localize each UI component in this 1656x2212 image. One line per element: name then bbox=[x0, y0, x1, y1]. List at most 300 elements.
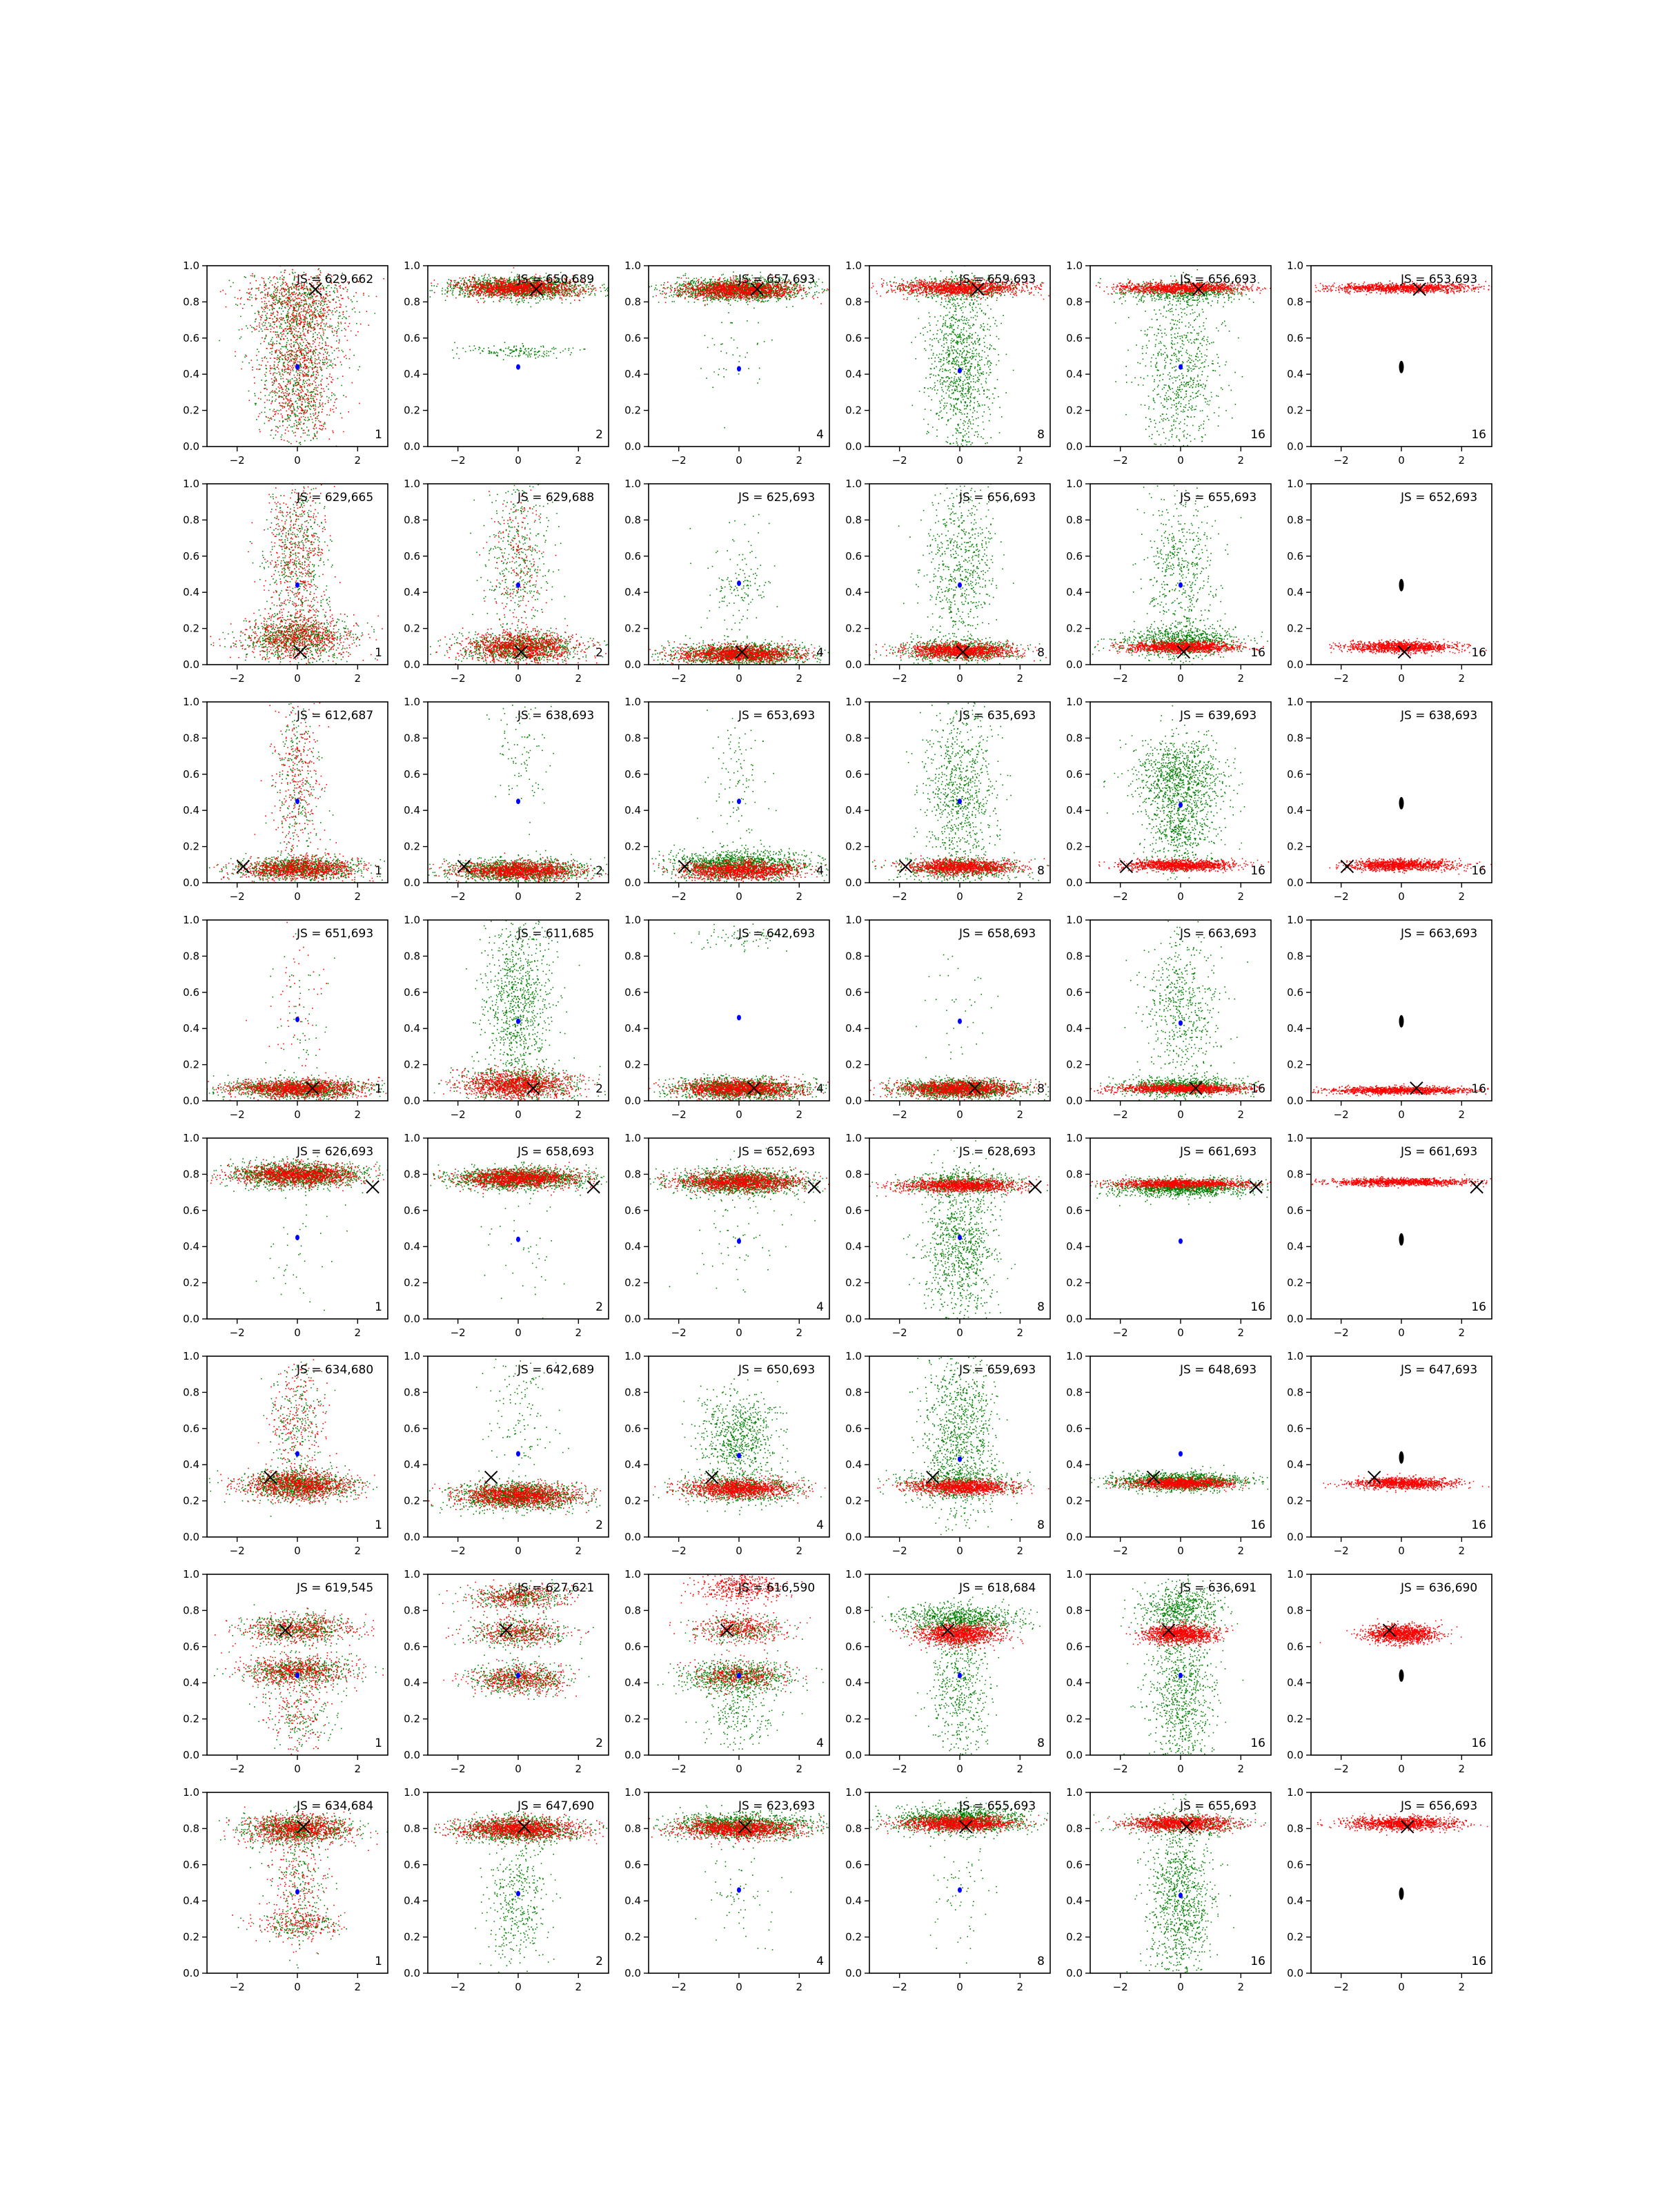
y-tick-label: 0.4 bbox=[845, 804, 862, 817]
green-samples bbox=[1121, 1575, 1252, 1818]
js-annotation: JS = 656,693 bbox=[1401, 1799, 1478, 1813]
y-tick-label: 1.0 bbox=[1287, 1132, 1303, 1144]
y-tick-label: 0.6 bbox=[845, 986, 862, 999]
x-tick-label: 2 bbox=[1016, 890, 1024, 903]
panel-label: 1 bbox=[375, 864, 382, 878]
x-tick-label: 2 bbox=[1016, 1108, 1024, 1121]
y-tick-label: 0.6 bbox=[1066, 1858, 1083, 1871]
center-point bbox=[958, 1456, 962, 1462]
panel-label: 8 bbox=[1037, 428, 1045, 442]
y-tick-label: 0.6 bbox=[404, 549, 420, 562]
green-samples bbox=[429, 1317, 600, 1519]
subplot-7-5 bbox=[1287, 1786, 1492, 1993]
scatter-points bbox=[1072, 1465, 1283, 1496]
y-tick-label: 0.4 bbox=[1066, 1676, 1083, 1690]
y-tick-label: 1.0 bbox=[183, 260, 199, 272]
center-point bbox=[1179, 583, 1183, 588]
target-x-marker bbox=[294, 646, 306, 658]
y-tick-label: 0.2 bbox=[624, 1930, 641, 1944]
x-tick-label: −2 bbox=[1333, 1981, 1349, 1993]
y-tick-label: 0.6 bbox=[1066, 986, 1083, 999]
y-tick-label: 1.0 bbox=[845, 478, 862, 490]
subplot-6-5 bbox=[1287, 1568, 1492, 1775]
green-samples bbox=[658, 1612, 824, 1761]
center-point bbox=[516, 1451, 520, 1456]
y-tick-label: 0.8 bbox=[624, 295, 641, 309]
scatter-points bbox=[439, 1579, 620, 1700]
y-tick-label: 0.8 bbox=[845, 732, 862, 745]
scatter-points bbox=[642, 709, 862, 890]
y-tick-label: 0.8 bbox=[1066, 513, 1083, 527]
x-tick-label: 2 bbox=[796, 1327, 803, 1339]
y-tick-label: 1.0 bbox=[845, 260, 862, 272]
scatter-points bbox=[424, 1317, 613, 1519]
x-tick-label: −2 bbox=[1112, 1327, 1128, 1339]
y-tick-label: 0.8 bbox=[183, 513, 199, 527]
green-samples bbox=[439, 1579, 594, 1700]
x-tick-label: −2 bbox=[1112, 1981, 1128, 1993]
subplot-4-2 bbox=[624, 1132, 856, 1339]
y-tick-label: 0.8 bbox=[624, 732, 641, 745]
y-tick-label: 0.6 bbox=[1287, 1858, 1303, 1871]
x-tick-label: −2 bbox=[891, 1545, 907, 1557]
y-tick-label: 1.0 bbox=[404, 1350, 420, 1362]
y-tick-label: 1.0 bbox=[183, 1350, 199, 1362]
y-tick-label: 0.0 bbox=[183, 440, 199, 453]
axes-frame bbox=[1311, 1574, 1492, 1755]
x-tick-label: 2 bbox=[354, 1981, 362, 1993]
y-tick-label: 0.6 bbox=[183, 1640, 199, 1653]
js-annotation: JS = 659,693 bbox=[959, 1363, 1036, 1377]
y-tick-label: 0.0 bbox=[404, 1313, 420, 1325]
y-tick-label: 0.4 bbox=[1066, 804, 1083, 817]
panel-label: 16 bbox=[1471, 1082, 1486, 1096]
target-x-marker bbox=[808, 1181, 820, 1193]
center-point bbox=[958, 368, 962, 373]
y-tick-label: 0.6 bbox=[404, 1640, 420, 1653]
scatter-points bbox=[1265, 1084, 1528, 1097]
y-tick-label: 1.0 bbox=[845, 1350, 862, 1362]
y-tick-label: 0.0 bbox=[1287, 1967, 1303, 1979]
x-tick-label: 0 bbox=[736, 1327, 742, 1339]
axes-frame bbox=[869, 484, 1050, 665]
y-tick-label: 0.4 bbox=[845, 1240, 862, 1253]
x-tick-label: 2 bbox=[1237, 1763, 1245, 1775]
x-tick-label: 2 bbox=[1458, 890, 1466, 903]
panel-label: 2 bbox=[595, 1518, 603, 1532]
scatter-points bbox=[878, 1254, 1052, 1585]
scatter-points bbox=[860, 629, 1067, 938]
x-tick-label: 0 bbox=[294, 1327, 301, 1339]
red-samples bbox=[653, 855, 831, 884]
axes-frame bbox=[869, 1356, 1050, 1537]
y-tick-label: 0.6 bbox=[1066, 1640, 1083, 1653]
js-annotation: JS = 638,693 bbox=[1401, 709, 1478, 723]
center-point bbox=[516, 1019, 520, 1024]
y-tick-label: 1.0 bbox=[845, 1568, 862, 1580]
axes-frame bbox=[1090, 920, 1271, 1101]
y-tick-label: 1.0 bbox=[845, 914, 862, 926]
y-tick-label: 1.0 bbox=[404, 478, 420, 490]
y-tick-label: 0.2 bbox=[1066, 404, 1083, 417]
green-samples bbox=[867, 1792, 1063, 1964]
target-x-marker bbox=[1470, 1181, 1483, 1193]
center-point bbox=[958, 583, 962, 588]
panel-label: 8 bbox=[1037, 1736, 1045, 1750]
y-tick-label: 0.8 bbox=[845, 1604, 862, 1617]
green-samples bbox=[835, 433, 1041, 708]
x-tick-label: 2 bbox=[354, 1327, 362, 1339]
js-annotation: JS = 653,693 bbox=[1401, 273, 1478, 286]
scatter-points bbox=[204, 616, 417, 904]
js-annotation: JS = 650,689 bbox=[518, 273, 595, 286]
subplot-2-3 bbox=[845, 629, 1066, 938]
x-tick-label: −2 bbox=[671, 1981, 687, 1993]
x-tick-label: 0 bbox=[736, 1981, 742, 1993]
y-tick-label: 0.0 bbox=[624, 1313, 641, 1325]
x-tick-label: 0 bbox=[294, 672, 301, 685]
y-tick-label: 0.4 bbox=[1287, 368, 1303, 381]
panel-label: 1 bbox=[375, 1955, 382, 1968]
red-samples bbox=[188, 402, 383, 674]
js-annotation: JS = 647,693 bbox=[1401, 1363, 1478, 1377]
x-tick-label: 0 bbox=[1177, 890, 1184, 903]
y-tick-label: 0.6 bbox=[183, 986, 199, 999]
axes-frame bbox=[428, 1356, 609, 1537]
y-tick-label: 0.2 bbox=[1287, 622, 1303, 635]
x-tick-label: −2 bbox=[1333, 1108, 1349, 1121]
y-tick-label: 0.4 bbox=[183, 1676, 199, 1690]
js-annotation: JS = 618,684 bbox=[959, 1581, 1036, 1595]
axes-frame bbox=[649, 1356, 829, 1537]
x-tick-label: 0 bbox=[1177, 672, 1184, 685]
y-tick-label: 0.0 bbox=[1287, 658, 1303, 671]
y-tick-label: 0.8 bbox=[845, 295, 862, 309]
js-annotation: JS = 642,689 bbox=[518, 1363, 595, 1377]
x-tick-label: −2 bbox=[891, 454, 907, 467]
panel-label: 16 bbox=[1250, 428, 1265, 442]
panel-label: 1 bbox=[375, 646, 382, 660]
y-tick-label: 0.2 bbox=[1066, 1276, 1083, 1289]
y-tick-label: 0.0 bbox=[1287, 1749, 1303, 1761]
panel-label: 4 bbox=[816, 1300, 824, 1314]
y-tick-label: 1.0 bbox=[183, 478, 199, 490]
y-tick-label: 0.8 bbox=[1066, 732, 1083, 745]
axes-frame bbox=[207, 920, 388, 1101]
x-tick-label: 0 bbox=[294, 1981, 301, 1993]
panel-label: 8 bbox=[1037, 646, 1045, 660]
x-tick-label: −2 bbox=[1333, 1545, 1349, 1557]
y-tick-label: 1.0 bbox=[845, 696, 862, 708]
y-tick-label: 0.0 bbox=[183, 1313, 199, 1325]
y-tick-label: 0.2 bbox=[183, 1494, 199, 1507]
x-tick-label: −2 bbox=[891, 1108, 907, 1121]
x-tick-label: 0 bbox=[515, 1545, 522, 1557]
y-tick-label: 0.0 bbox=[404, 1967, 420, 1979]
center-point bbox=[516, 1891, 520, 1897]
x-tick-label: 2 bbox=[354, 454, 362, 467]
axes-frame bbox=[1090, 1574, 1271, 1755]
x-tick-label: 2 bbox=[1237, 1108, 1245, 1121]
x-tick-label: −2 bbox=[1333, 1327, 1349, 1339]
y-tick-label: 0.2 bbox=[1066, 1494, 1083, 1507]
y-tick-label: 1.0 bbox=[1287, 914, 1303, 926]
scatter-points bbox=[835, 433, 1056, 708]
center-point bbox=[1179, 802, 1183, 808]
y-tick-label: 0.8 bbox=[624, 513, 641, 527]
subplot-0-1 bbox=[395, 260, 641, 467]
center-point bbox=[1399, 1670, 1404, 1682]
y-tick-label: 1.0 bbox=[1287, 1786, 1303, 1799]
red-samples bbox=[1290, 1174, 1512, 1188]
x-tick-label: 0 bbox=[1177, 1981, 1184, 1993]
y-tick-label: 1.0 bbox=[1066, 1568, 1083, 1580]
panel-label: 16 bbox=[1471, 1518, 1486, 1532]
panel-label: 2 bbox=[595, 1736, 603, 1750]
panel-label: 2 bbox=[595, 646, 603, 660]
y-tick-label: 1.0 bbox=[624, 1568, 641, 1580]
y-tick-label: 0.6 bbox=[624, 1640, 641, 1653]
x-tick-label: 0 bbox=[294, 1763, 301, 1775]
y-tick-label: 1.0 bbox=[183, 1786, 199, 1799]
y-tick-label: 0.0 bbox=[404, 1531, 420, 1543]
x-tick-label: 2 bbox=[1458, 1981, 1466, 1993]
center-point bbox=[1399, 1888, 1404, 1900]
center-point bbox=[737, 1887, 741, 1892]
center-point bbox=[295, 364, 299, 370]
y-tick-label: 1.0 bbox=[624, 260, 641, 272]
x-tick-label: 2 bbox=[1458, 672, 1466, 685]
y-tick-label: 0.6 bbox=[624, 767, 641, 781]
x-tick-label: −2 bbox=[229, 1327, 245, 1339]
y-tick-label: 0.2 bbox=[1066, 622, 1083, 635]
y-tick-label: 0.8 bbox=[1287, 1604, 1303, 1617]
y-tick-label: 0.2 bbox=[183, 840, 199, 853]
y-tick-label: 0.8 bbox=[1287, 950, 1303, 963]
panel-label: 16 bbox=[1250, 1082, 1265, 1096]
subplot-2-2 bbox=[624, 696, 861, 903]
panel-label: 16 bbox=[1471, 1955, 1486, 1968]
green-samples bbox=[853, 955, 1056, 1115]
x-tick-label: 0 bbox=[294, 1545, 301, 1557]
subplot-6-4 bbox=[1066, 1568, 1271, 1818]
y-tick-label: 0.0 bbox=[183, 1095, 199, 1107]
y-tick-label: 0.0 bbox=[624, 1095, 641, 1107]
x-tick-label: −2 bbox=[1112, 1763, 1128, 1775]
x-tick-label: 0 bbox=[956, 1545, 963, 1557]
x-tick-label: 2 bbox=[1237, 672, 1245, 685]
x-tick-label: 2 bbox=[796, 1545, 803, 1557]
y-tick-label: 1.0 bbox=[845, 1786, 862, 1799]
green-samples bbox=[850, 206, 1051, 540]
red-samples bbox=[1320, 1618, 1462, 1649]
center-point bbox=[1179, 364, 1183, 370]
x-tick-label: 0 bbox=[956, 890, 963, 903]
y-tick-label: 0.0 bbox=[845, 1313, 862, 1325]
js-annotation: JS = 636,690 bbox=[1401, 1581, 1478, 1595]
y-tick-label: 1.0 bbox=[1066, 696, 1083, 708]
x-tick-label: 0 bbox=[736, 672, 742, 685]
center-point bbox=[516, 364, 520, 370]
js-annotation: JS = 611,685 bbox=[518, 927, 595, 941]
axes-frame bbox=[869, 702, 1050, 883]
y-tick-label: 0.2 bbox=[624, 1494, 641, 1507]
panel-label: 16 bbox=[1250, 1518, 1265, 1532]
x-tick-label: 0 bbox=[1398, 672, 1405, 685]
x-tick-label: 2 bbox=[1237, 890, 1245, 903]
subplot-6-3 bbox=[845, 1545, 1050, 1800]
y-tick-label: 0.4 bbox=[845, 1022, 862, 1035]
y-tick-label: 0.0 bbox=[845, 877, 862, 889]
y-tick-label: 0.2 bbox=[1287, 1276, 1303, 1289]
y-tick-label: 0.4 bbox=[183, 586, 199, 599]
x-tick-label: −2 bbox=[671, 1545, 687, 1557]
y-tick-label: 1.0 bbox=[624, 914, 641, 926]
x-tick-label: 2 bbox=[1458, 454, 1466, 467]
y-tick-label: 0.0 bbox=[845, 1749, 862, 1761]
y-tick-label: 0.2 bbox=[404, 1712, 420, 1725]
js-annotation: JS = 638,693 bbox=[518, 709, 595, 723]
y-tick-label: 1.0 bbox=[1066, 1786, 1083, 1799]
y-tick-label: 0.6 bbox=[1066, 1422, 1083, 1435]
y-tick-label: 0.2 bbox=[183, 404, 199, 417]
y-tick-label: 0.6 bbox=[183, 331, 199, 344]
panel-label: 16 bbox=[1250, 1300, 1265, 1314]
js-annotation: JS = 629,688 bbox=[518, 491, 595, 505]
x-tick-label: −2 bbox=[1112, 672, 1128, 685]
panel-label: 4 bbox=[816, 1736, 824, 1750]
red-samples bbox=[1083, 1813, 1273, 1834]
y-tick-label: 0.8 bbox=[1287, 513, 1303, 527]
x-tick-label: 2 bbox=[575, 1545, 582, 1557]
y-tick-label: 0.6 bbox=[1287, 1640, 1303, 1653]
y-tick-label: 0.8 bbox=[404, 513, 420, 527]
x-tick-label: −2 bbox=[1333, 1763, 1349, 1775]
red-samples bbox=[424, 1479, 613, 1515]
x-tick-label: 2 bbox=[354, 890, 362, 903]
red-samples bbox=[206, 260, 384, 472]
y-tick-label: 0.4 bbox=[183, 1895, 199, 1908]
center-point bbox=[1179, 1892, 1183, 1898]
y-tick-label: 1.0 bbox=[1287, 478, 1303, 490]
center-point bbox=[1399, 1015, 1404, 1028]
panel-label: 2 bbox=[595, 864, 603, 878]
scatter-points bbox=[1330, 638, 1496, 657]
x-tick-label: −2 bbox=[891, 1327, 907, 1339]
subplot-1-0 bbox=[183, 393, 388, 702]
center-point bbox=[1399, 361, 1404, 373]
y-tick-label: 1.0 bbox=[183, 1132, 199, 1144]
x-tick-label: 0 bbox=[1177, 1108, 1184, 1121]
subplot-7-2 bbox=[624, 1777, 840, 1993]
js-annotation: JS = 636,691 bbox=[1180, 1581, 1257, 1595]
axes-frame bbox=[1311, 266, 1492, 447]
x-tick-label: 0 bbox=[1177, 1327, 1184, 1339]
y-tick-label: 0.0 bbox=[183, 877, 199, 889]
subplot-1-2 bbox=[624, 478, 865, 685]
y-tick-label: 1.0 bbox=[1287, 1568, 1303, 1580]
y-tick-label: 0.8 bbox=[624, 1168, 641, 1181]
js-annotation: JS = 661,693 bbox=[1180, 1145, 1257, 1159]
y-tick-label: 0.2 bbox=[1287, 1930, 1303, 1944]
x-tick-label: −2 bbox=[671, 454, 687, 467]
x-tick-label: −2 bbox=[671, 1108, 687, 1121]
y-tick-label: 0.2 bbox=[624, 404, 641, 417]
y-tick-label: 0.8 bbox=[1287, 295, 1303, 309]
y-tick-label: 0.2 bbox=[845, 840, 862, 853]
x-tick-label: 0 bbox=[1177, 1545, 1184, 1557]
panel-label: 4 bbox=[816, 1082, 824, 1096]
y-tick-label: 1.0 bbox=[624, 696, 641, 708]
x-tick-label: −2 bbox=[1112, 890, 1128, 903]
x-tick-label: 2 bbox=[1237, 1327, 1245, 1339]
target-x-marker bbox=[1120, 860, 1132, 872]
green-samples bbox=[624, 1148, 845, 1292]
panel-label: 16 bbox=[1471, 646, 1486, 660]
x-tick-label: 0 bbox=[956, 1763, 963, 1775]
y-tick-label: 0.6 bbox=[1287, 331, 1303, 344]
center-point bbox=[1179, 1020, 1183, 1026]
y-tick-label: 0.4 bbox=[183, 1240, 199, 1253]
x-tick-label: −2 bbox=[1333, 890, 1349, 903]
x-tick-label: 0 bbox=[1398, 890, 1405, 903]
y-tick-label: 0.2 bbox=[1066, 1712, 1083, 1725]
y-tick-label: 0.0 bbox=[624, 1967, 641, 1979]
subplot-1-3 bbox=[835, 433, 1056, 708]
axes-frame bbox=[1311, 920, 1492, 1101]
axes-frame bbox=[1311, 702, 1492, 883]
y-tick-label: 0.8 bbox=[1287, 1386, 1303, 1399]
center-point bbox=[958, 1887, 962, 1892]
center-point bbox=[737, 799, 741, 804]
y-tick-label: 0.4 bbox=[404, 1676, 420, 1690]
y-tick-label: 0.8 bbox=[183, 732, 199, 745]
x-tick-label: 0 bbox=[1177, 454, 1184, 467]
axes-frame bbox=[649, 1138, 829, 1319]
x-tick-label: −2 bbox=[450, 890, 466, 903]
y-tick-label: 1.0 bbox=[845, 1132, 862, 1144]
x-tick-label: 0 bbox=[1398, 1981, 1405, 1993]
y-tick-label: 0.4 bbox=[404, 1022, 420, 1035]
y-tick-label: 1.0 bbox=[183, 914, 199, 926]
y-tick-label: 0.0 bbox=[845, 1095, 862, 1107]
axes-frame bbox=[1090, 702, 1271, 883]
x-tick-label: 2 bbox=[1016, 1763, 1024, 1775]
x-tick-label: −2 bbox=[229, 1981, 245, 1993]
y-tick-label: 0.0 bbox=[845, 440, 862, 453]
panel-label: 1 bbox=[375, 1736, 382, 1750]
y-tick-label: 1.0 bbox=[624, 1132, 641, 1144]
x-tick-label: 2 bbox=[796, 672, 803, 685]
panel-label: 4 bbox=[816, 428, 824, 442]
y-tick-label: 0.2 bbox=[404, 622, 420, 635]
y-tick-label: 0.0 bbox=[1287, 440, 1303, 453]
subplot-4-1 bbox=[400, 1132, 628, 1362]
center-point bbox=[737, 1673, 741, 1678]
x-tick-label: 0 bbox=[1398, 454, 1405, 467]
y-tick-label: 0.2 bbox=[1287, 1712, 1303, 1725]
axes-frame bbox=[1311, 1356, 1492, 1537]
y-tick-label: 0.2 bbox=[845, 1276, 862, 1289]
panel-label: 8 bbox=[1037, 1082, 1045, 1096]
panel-label: 1 bbox=[375, 1082, 382, 1096]
y-tick-label: 0.0 bbox=[1066, 877, 1083, 889]
center-point bbox=[958, 799, 962, 804]
js-annotation: JS = 625,693 bbox=[738, 491, 816, 505]
y-tick-label: 0.0 bbox=[624, 658, 641, 671]
y-tick-label: 0.8 bbox=[1066, 1604, 1083, 1617]
js-annotation: JS = 612,687 bbox=[297, 709, 374, 723]
